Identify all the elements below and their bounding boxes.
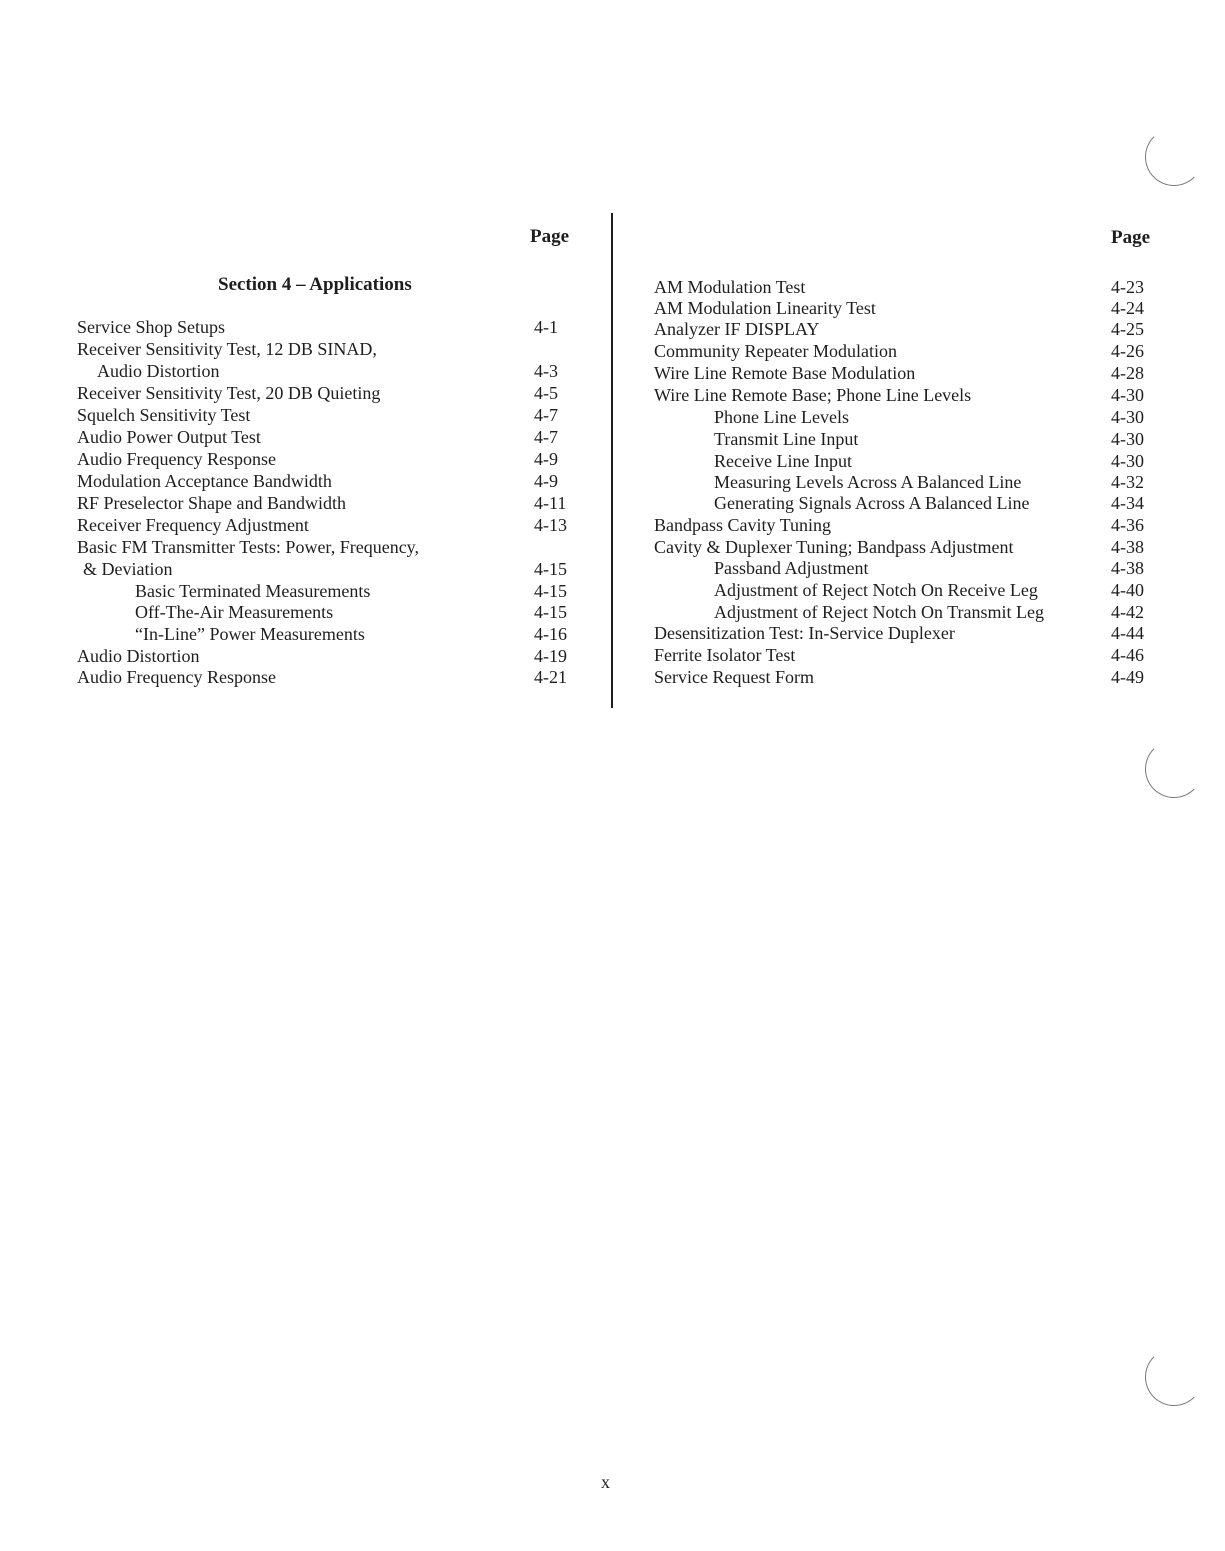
toc-entry-page: 4-21 (534, 667, 567, 687)
toc-entry-page: 4-30 (1111, 407, 1144, 427)
toc-entry-label: RF Preselector Shape and Bandwidth (77, 493, 346, 513)
toc-entry-label: Cavity & Duplexer Tuning; Bandpass Adjustment (654, 537, 1014, 557)
section-title: Section 4 – Applications (218, 274, 412, 295)
punch-hole-mark (1145, 1348, 1203, 1406)
toc-entry-page: 4-49 (1111, 667, 1144, 687)
toc-entry-label: Squelch Sensitivity Test (77, 405, 251, 425)
toc-entry-page: 4-15 (534, 602, 567, 622)
toc-entry-label: Community Repeater Modulation (654, 341, 897, 361)
toc-entry-label: Receiver Sensitivity Test, 12 DB SINAD, (77, 339, 377, 359)
toc-entry-page: 4-25 (1111, 319, 1144, 339)
toc-entry-page: 4-7 (534, 427, 558, 447)
toc-entry-label: Receiver Frequency Adjustment (77, 515, 309, 535)
toc-entry-label: Basic Terminated Measurements (135, 581, 371, 601)
punch-hole-mark (1145, 128, 1203, 186)
toc-entry-label: Bandpass Cavity Tuning (654, 515, 832, 535)
toc-entry-page: 4-9 (534, 471, 558, 491)
toc-entry-page: 4-15 (534, 559, 567, 579)
toc-entry-label: Wire Line Remote Base Modulation (654, 363, 916, 383)
toc-entry-label: Adjustment of Reject Notch On Receive Leg (714, 580, 1038, 600)
toc-entry-label: Modulation Acceptance Bandwidth (77, 471, 332, 491)
toc-entry-label: Wire Line Remote Base; Phone Line Levels (654, 385, 972, 405)
toc-entry-label: Receiver Sensitivity Test, 20 DB Quieting (77, 383, 381, 403)
toc-entry-page: 4-40 (1111, 580, 1144, 600)
toc-entry-label: Generating Signals Across A Balanced Line (714, 493, 1030, 513)
toc-entry-label: Audio Distortion (97, 361, 220, 381)
toc-entry-page: 4-24 (1111, 298, 1144, 318)
toc-entry-page: 4-42 (1111, 602, 1144, 622)
toc-entry-page: 4-5 (534, 383, 558, 403)
toc-entry-page: 4-7 (534, 405, 558, 425)
toc-entry-label: Audio Frequency Response (77, 449, 276, 469)
toc-entry-page: 4-46 (1111, 645, 1144, 665)
column-divider (611, 213, 613, 708)
page-number: x (601, 1472, 610, 1492)
toc-entry-page: 4-30 (1111, 385, 1144, 405)
toc-entry-page: 4-44 (1111, 623, 1144, 643)
toc-entry-page: 4-15 (534, 581, 567, 601)
toc-entry-page: 4-26 (1111, 341, 1144, 361)
toc-entry-page: 4-3 (534, 361, 558, 381)
toc-entry-label: Desensitization Test: In-Service Duplexer (654, 623, 955, 643)
toc-entry-label: “In-Line” Power Measurements (135, 624, 365, 644)
toc-entry-page: 4-38 (1111, 537, 1144, 557)
toc-entry-label: Service Shop Setups (77, 317, 225, 337)
toc-entry-label: & Deviation (83, 559, 173, 579)
toc-entry-page: 4-16 (534, 624, 567, 644)
toc-entry-label: Ferrite Isolator Test (654, 645, 796, 665)
toc-entry-label: Audio Power Output Test (77, 427, 261, 447)
toc-entry-label: Transmit Line Input (714, 429, 859, 449)
toc-entry-page: 4-1 (534, 317, 558, 337)
toc-entry-page: 4-34 (1111, 493, 1144, 513)
toc-entry-page: 4-19 (534, 646, 567, 666)
toc-entry-label: AM Modulation Test (654, 277, 806, 297)
toc-entry-page: 4-13 (534, 515, 567, 535)
toc-entry-label: Receive Line Input (714, 451, 852, 471)
page-column-heading-left: Page (530, 226, 570, 247)
toc-entry-page: 4-38 (1111, 558, 1144, 578)
toc-entry-page: 4-30 (1111, 429, 1144, 449)
toc-entry-label: Audio Frequency Response (77, 667, 276, 687)
toc-entry-page: 4-32 (1111, 472, 1144, 492)
toc-entry-page: 4-9 (534, 449, 558, 469)
toc-entry-label: Passband Adjustment (714, 558, 869, 578)
toc-entry-label: Off-The-Air Measurements (135, 602, 334, 622)
toc-entry-label: Basic FM Transmitter Tests: Power, Frequency, (77, 537, 420, 557)
toc-entry-page: 4-23 (1111, 277, 1144, 297)
toc-entry-page: 4-28 (1111, 363, 1144, 383)
toc-entry-label: Analyzer IF DISPLAY (654, 319, 820, 339)
toc-entry-label: Audio Distortion (77, 646, 200, 666)
toc-entry-label: Service Request Form (654, 667, 814, 687)
toc-entry-page: 4-11 (534, 493, 567, 513)
toc-entry-label: Adjustment of Reject Notch On Transmit Leg (714, 602, 1044, 622)
toc-entry-label: Measuring Levels Across A Balanced Line (714, 472, 1022, 492)
punch-hole-mark (1145, 740, 1203, 798)
toc-entry-label: Phone Line Levels (714, 407, 849, 427)
toc-entry-page: 4-36 (1111, 515, 1144, 535)
toc-entry-page: 4-30 (1111, 451, 1144, 471)
page-column-heading-right: Page (1111, 227, 1151, 248)
toc-entry-label: AM Modulation Linearity Test (654, 298, 876, 318)
